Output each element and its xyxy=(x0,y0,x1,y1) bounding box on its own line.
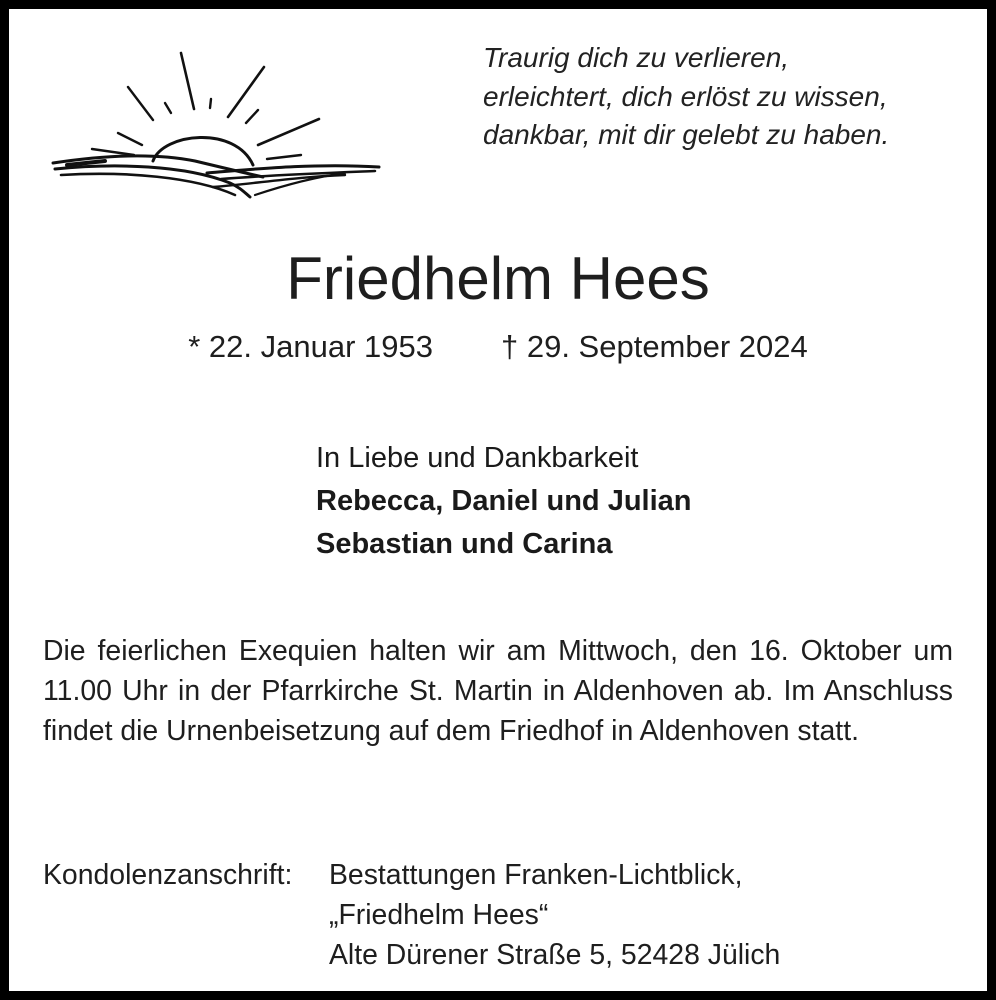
condolence-address-lines xyxy=(329,855,780,975)
family-names-line: Rebecca, Daniel und Julian xyxy=(316,485,692,517)
motto-line: dankbar, mit dir gelebt zu haben. xyxy=(483,119,890,150)
condolence-label: Kondolenzanschrift: xyxy=(43,859,293,891)
family-intro: In Liebe und Dankbarkeit xyxy=(316,442,639,474)
address-line: Alte Dürener Straße 5, 52428 Jülich xyxy=(329,939,781,971)
motto-verse xyxy=(483,39,983,155)
sunset-icon xyxy=(45,45,391,213)
death-date: † 29. September 2024 xyxy=(500,329,808,364)
address-line: Bestattungen Franken-Lichtblick, xyxy=(329,859,743,891)
address-line: „Friedhelm Hees“ xyxy=(329,899,549,931)
life-dates xyxy=(9,327,987,367)
motto-line: erleichtert, dich erlöst zu wissen, xyxy=(483,80,888,112)
family-names-line: Sebastian und Carina xyxy=(316,528,613,560)
motto-line: Traurig dich zu verlieren, xyxy=(483,42,790,73)
deceased-name: Friedhelm Hees xyxy=(286,245,710,312)
ceremony-announcement: Die feierlichen Exequien halten wir am Mittwoch, den 16. Oktober um 11.00 Uhr in der Pfarrkirche St. Martin in Aldenhoven ab. Im Anschluss findet die Urnenbeisetzung auf dem Friedhof in Aldenhoven statt. xyxy=(43,635,953,747)
birth-date: * 22. Januar 1953 xyxy=(188,329,433,364)
family-signature xyxy=(316,437,692,566)
